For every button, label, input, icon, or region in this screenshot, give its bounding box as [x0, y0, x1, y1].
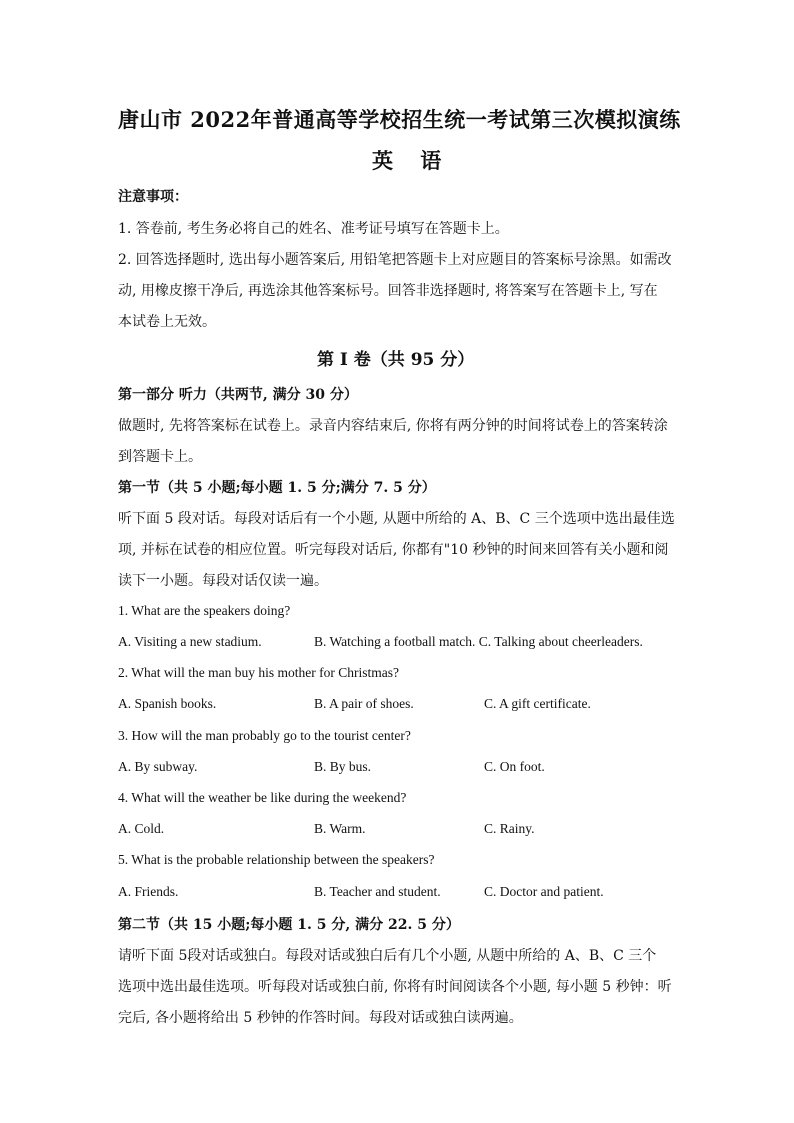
volume-title: 第 I 卷（共 95 分） — [317, 350, 475, 370]
notice-item-2-line-2: 动, 用橡皮擦干净后, 再选涂其他答案标号。回答非选择题时, 将答案写在答题卡上, 写在 — [118, 283, 658, 299]
question-3-option-c: C. On foot. — [484, 759, 545, 774]
question-4-option-a: A. Cold. — [118, 821, 165, 836]
section1-heading: 第一节（共 5 小题;每小题 1. 5 分;满分 7. 5 分） — [118, 480, 436, 496]
subject-title: 英 语 — [372, 148, 452, 173]
question-4-option-b: B. Warm. — [314, 821, 366, 836]
section2-heading: 第二节（共 15 小题;每小题 1. 5 分, 满分 22. 5 分） — [118, 917, 460, 933]
notice-item-2-line-3: 本试卷上无效。 — [118, 314, 216, 330]
notice-heading: 注意事项： — [118, 189, 188, 205]
part1-intro-line-2: 到答题卡上。 — [118, 449, 202, 465]
question-2-option-a: A. Spanish books. — [118, 696, 217, 711]
question-5: 5. What is the probable relationship between the speakers? — [118, 852, 435, 867]
notice-item-1: 1. 答卷前, 考生务必将自己的姓名、准考证号填写在答题卡上。 — [118, 221, 509, 237]
section2-intro-line-1: 请听下面 5段对话或独白。每段对话或独白后有几个小题, 从题中所给的 A、B、C 三个 — [118, 948, 657, 964]
section1-intro-line-2: 项, 并标在试卷的相应位置。听完每段对话后, 你都有"10 秒钟的时间来回答有关小题和阅 — [118, 542, 669, 558]
question-1: 1. What are the speakers doing? — [118, 603, 291, 618]
question-3: 3. How will the man probably go to the tourist center? — [118, 728, 411, 743]
question-5-option-b: B. Teacher and student. — [314, 884, 441, 899]
question-4-option-c: C. Rainy. — [484, 821, 535, 836]
question-3-option-b: B. By bus. — [314, 759, 372, 774]
question-1-option-a: A. Visiting a new stadium. — [118, 634, 262, 649]
section1-intro-line-3: 读下一小题。每段对话仅读一遍。 — [118, 573, 328, 589]
part1-intro-line-1: 做题时, 先将答案标在试卷上。录音内容结束后, 你将有两分钟的时间将试卷上的答案转涂 — [118, 418, 668, 434]
section2-intro-line-3: 完后, 各小题将给出 5 秒钟的作答时间。每段对话或独白读两遍。 — [118, 1010, 523, 1026]
question-5-option-c: C. Doctor and patient. — [484, 884, 604, 899]
question-3-option-a: A. By subway. — [118, 759, 198, 774]
section2-intro-line-2: 选项中选出最佳选项。听每段对话或独白前, 你将有时间阅读各个小题, 每小题 5 秒钟：听 — [118, 979, 672, 995]
question-2-option-c: C. A gift certificate. — [484, 696, 591, 711]
question-4: 4. What will the weather be like during the weekend? — [118, 790, 407, 805]
question-2-option-b: B. A pair of shoes. — [314, 696, 414, 711]
section1-intro-line-1: 听下面 5 段对话。每段对话后有一个小题, 从题中所给的 A、B、C 三个选项中选出最佳选 — [118, 511, 675, 527]
part1-heading: 第一部分 听力（共两节, 满分 30 分） — [118, 387, 358, 403]
exam-title: 唐山市 2022年普通高等学校招生统一考试第三次模拟演练 — [118, 107, 681, 132]
notice-item-2-line-1: 2. 回答选择题时, 选出每小题答案后, 用铅笔把答题卡上对应题目的答案标号涂黑。如需改 — [118, 252, 672, 268]
question-2: 2. What will the man buy his mother for Christmas? — [118, 665, 399, 680]
question-1-option-b-c: B. Watching a football match. C. Talking about cheerleaders. — [314, 634, 643, 649]
question-5-option-a: A. Friends. — [118, 884, 179, 899]
